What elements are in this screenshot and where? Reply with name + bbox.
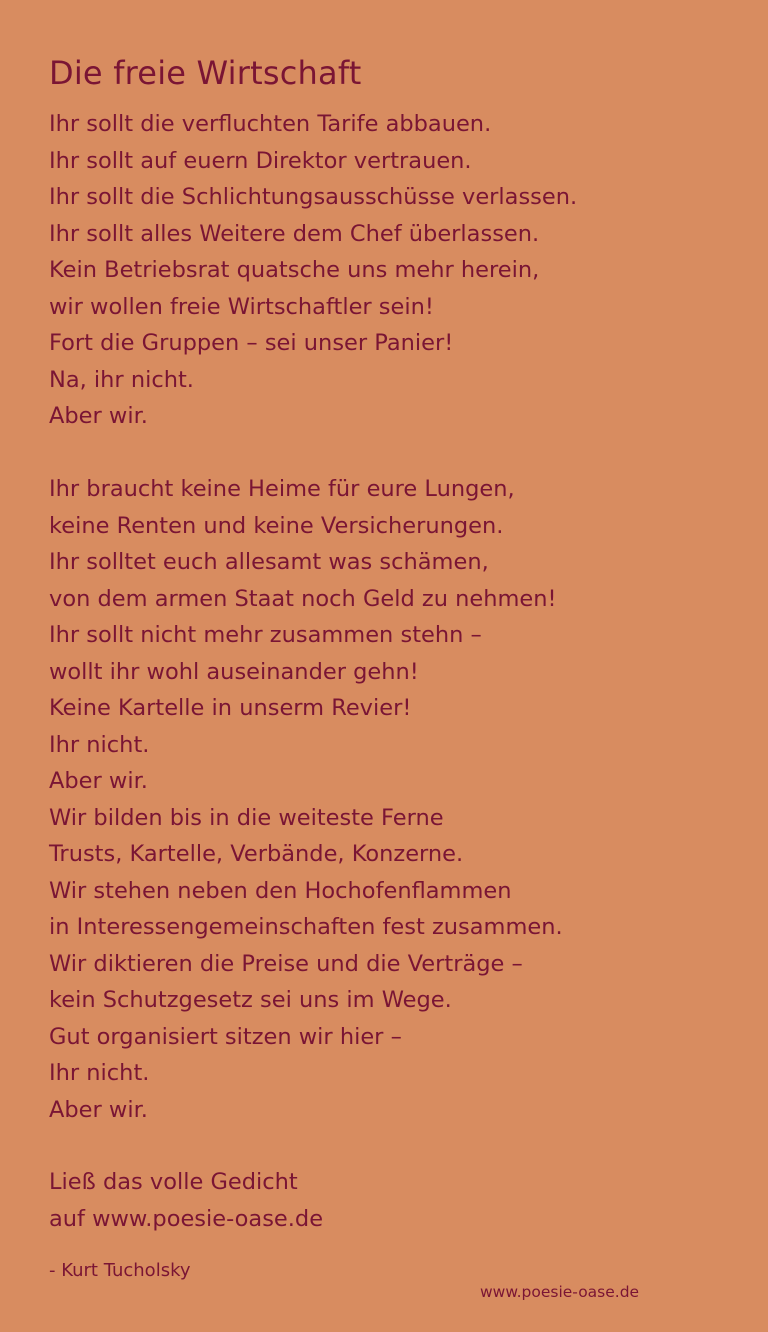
poem-line: Kein Betriebsrat quatsche uns mehr herein, [49,257,540,283]
stanza-2 [49,471,563,1128]
read-more-note [49,1164,323,1237]
poem-line: keine Renten und keine Versicherungen. [49,512,504,539]
poem-line: Aber wir. [49,1096,148,1123]
poem-line: Na, ihr nicht. [49,366,194,393]
poem-line: Ihr sollt nicht mehr zusammen stehn – [49,622,482,648]
poem-line: in Interessengemeinschaften fest zusammen. [49,914,563,940]
poem-author: - Kurt Tucholsky [49,1260,191,1281]
poem-line: Ihr sollt auf euern Direktor vertrauen. [49,147,472,174]
poem-line: Wir stehen neben den Hochofenflammen [49,877,512,904]
poem-line: Keine Kartelle in unserm Revier! [49,695,412,721]
poem-line: Ihr solltet euch allesamt was schämen, [49,549,489,575]
poem-line: wir wollen freie Wirtschaftler sein! [49,293,434,320]
poem-line: Ihr sollt die Schlichtungsausschüsse verlassen. [49,184,578,210]
read-more-line: auf www.poesie-oase.de [49,1205,324,1232]
poem-line: Ihr braucht keine Heime für eure Lungen, [49,476,515,502]
poem-line: Wir diktieren die Preise und die Verträge – [49,950,523,977]
site-watermark: www.poesie-oase.de [480,1283,640,1301]
poem-line: von dem armen Staat noch Geld zu nehmen! [49,585,557,612]
poem-line: Wir bilden bis in die weiteste Ferne [49,804,444,831]
poem-line: Ihr sollt die verfluchten Tarife abbauen. [49,111,492,137]
poem-line: Ihr sollt alles Weitere dem Chef überlassen. [49,220,540,247]
read-more-line: Ließ das volle Gedicht [49,1169,298,1195]
poem-line: Aber wir. [49,403,148,429]
stanza-1 [49,106,577,435]
poem-title: Die freie Wirtschaft [49,54,362,92]
poem-line: Fort die Gruppen – sei unser Panier! [49,330,454,356]
poem-line: Gut organisiert sitzen wir hier – [49,1023,402,1050]
poem-line: wollt ihr wohl auseinander gehn! [49,658,419,685]
poem-line: Ihr nicht. [49,1060,150,1086]
poem-line: Aber wir. [49,768,148,794]
poem-line: Trusts, Kartelle, Verbände, Konzerne. [49,841,464,867]
poem-line: Ihr nicht. [49,731,150,758]
poem-line: kein Schutzgesetz sei uns im Wege. [49,987,452,1013]
